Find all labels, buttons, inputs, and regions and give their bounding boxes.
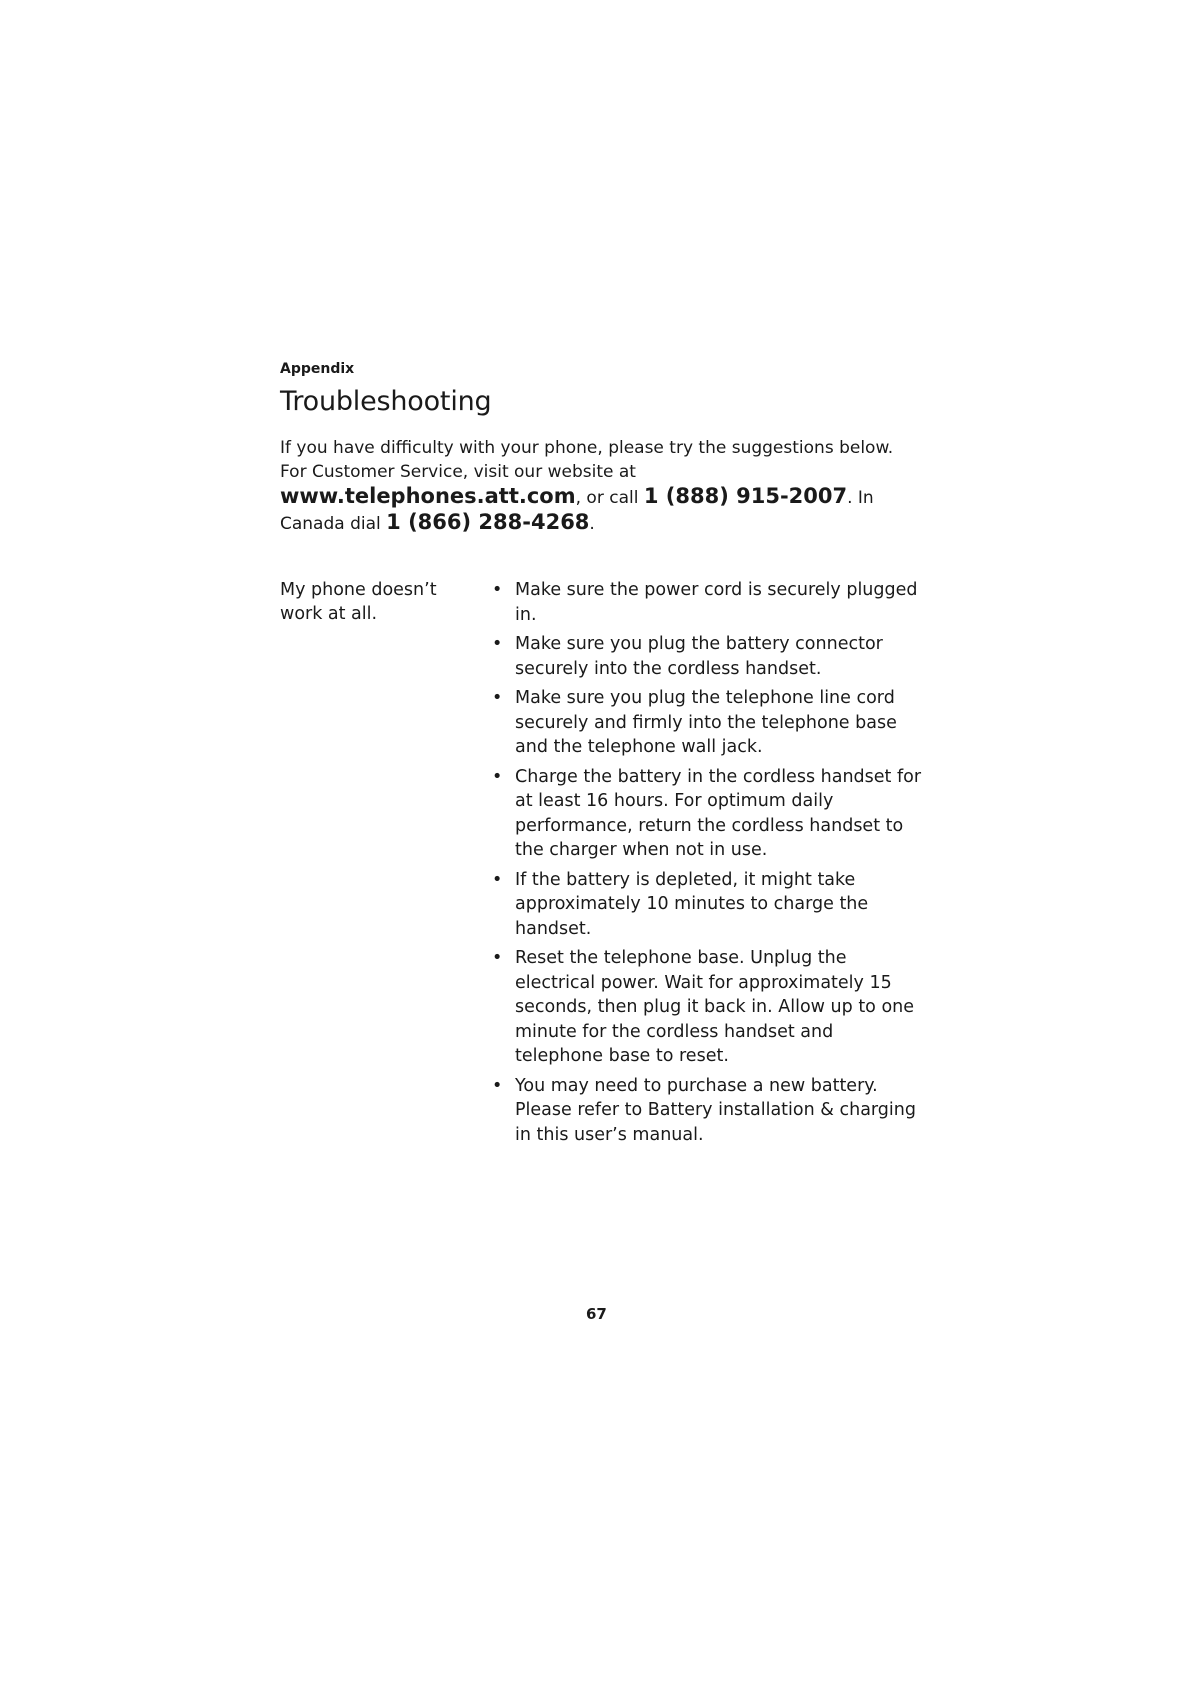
solution-text: Make sure you plug the telephone line cord securely and firmly into the telephone base and the telephone wall jack. — [515, 688, 897, 757]
phone-canada: 1 (866) 288-4268 — [386, 510, 590, 534]
list-item — [492, 578, 922, 627]
solution-text: If the battery is depleted, it might take approximately 10 minutes to charge the handset. — [515, 869, 869, 939]
solution-text: You may need to purchase a new battery. Please refer to Battery installation & charging in this user’s manual. — [515, 1075, 916, 1145]
list-item — [492, 1074, 922, 1148]
section-label: Appendix — [280, 361, 355, 377]
solution-text: Make sure the power cord is securely plugged in. — [515, 580, 918, 625]
solution-text: Make sure you plug the battery connector securely into the cordless handset. — [515, 634, 883, 679]
bullet-icon: • — [492, 634, 503, 654]
solutions-list — [492, 578, 922, 1152]
intro-text-4: . — [589, 514, 595, 534]
bullet-icon: • — [492, 688, 503, 708]
intro-text-3: . In Canada dial — [280, 488, 874, 534]
list-item — [492, 946, 922, 1069]
list-item — [492, 765, 922, 863]
bullet-icon: • — [492, 580, 503, 600]
solution-text: Reset the telephone base. Unplug the electrical power. Wait for approximately 15 seconds, then plug it back in. Allow up to one minute for the cordless handset and telephone base to reset. — [515, 948, 915, 1066]
intro-paragraph — [280, 436, 920, 536]
solution-text: Charge the battery in the cordless handset for at least 16 hours. For optimum daily performance, return the cordless handset to the charger when not in use. — [515, 766, 922, 860]
list-item — [492, 868, 922, 942]
bullet-icon: • — [492, 869, 503, 890]
list-item — [492, 632, 922, 681]
list-item — [492, 686, 922, 760]
page-number: 67 — [586, 1305, 607, 1323]
intro-text-1: If you have difficulty with your phone, please try the suggestions below. For Customer Service, visit our website at — [280, 438, 894, 482]
phone-us: 1 (888) 915-2007 — [643, 484, 848, 508]
problem-label: My phone doesn’t work at all. — [280, 580, 437, 624]
page-title: Troubleshooting — [280, 386, 492, 417]
bullet-icon: • — [492, 1075, 503, 1096]
bullet-icon: • — [492, 766, 503, 787]
intro-text-2: , or call — [575, 488, 644, 508]
website-link[interactable]: www.telephones.att.com — [280, 484, 576, 508]
bullet-icon: • — [492, 948, 503, 968]
